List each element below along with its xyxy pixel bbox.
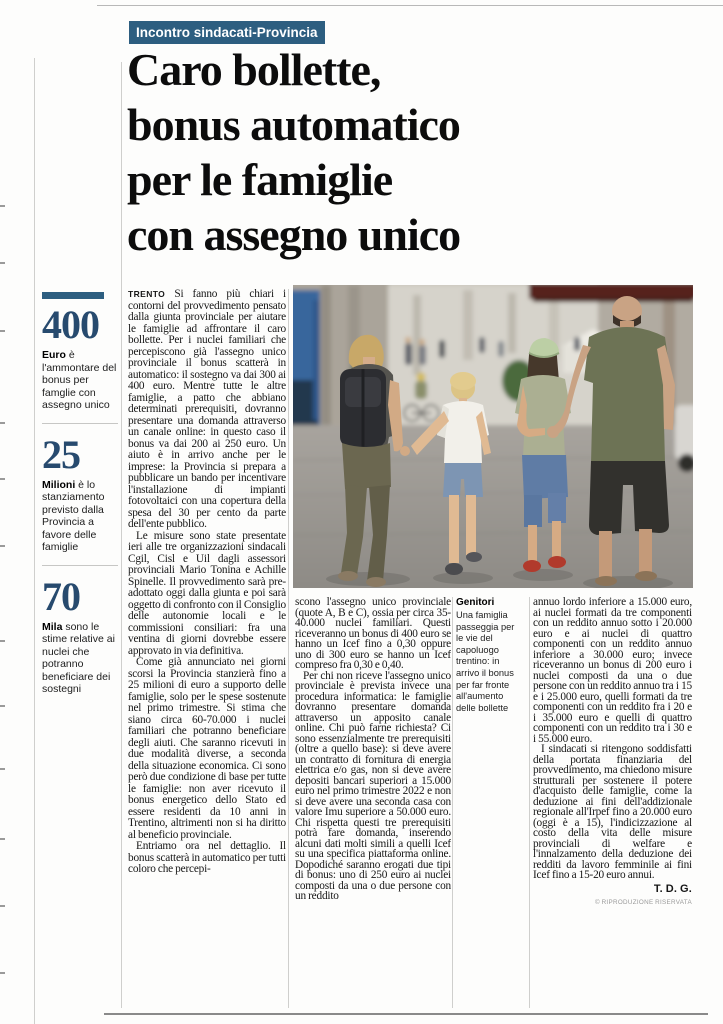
paragraph [128, 289, 286, 531]
headline-line: bonus automatico [127, 99, 460, 150]
paragraph-text: Si fanno più chiari i contorni del provvedimento pensato dalla giunta provinciale per aiutare le famiglie ad affrontare il caro bollette. Per i nuclei familiari che percepiscono già l'assegno unico provinciale il bonus scatterà in automatico: il sostegno va dai 300 ai 400 euro. Mentre tutte le altre famiglie, a patto che abbiano determinati prerequisiti, dovranno presentare una domanda attraverso un canale online: in questo caso il bonus va dai 200 ai 250 euro. Un aiuto è in arrivo anche per le imprese: la Provincia si prepara a pubblicare un bando per incentivare l'installazione di impianti fotovoltaici con una copertura della spesa del 30 per cento da parte dell'ente pubblico. [128, 289, 286, 530]
caption-label: Genitori [456, 597, 495, 608]
kicker-badge: Incontro sindacati-Provincia [129, 21, 325, 44]
stat-value: 400 [42, 302, 99, 347]
caption-text: Una famiglia passeggia per le vie del capoluogo trentino: in arrivo il bonus per far fronte all'aumento delle bollette [456, 610, 515, 713]
stat-term: Milioni [42, 478, 76, 491]
column-divider-2 [452, 597, 453, 1008]
stat-description [42, 349, 122, 412]
stats-sidebar [42, 292, 122, 696]
paragraph: I sindacati si ritengono soddisfatti della portata finanziaria del provvedimento, ma chiedono misure strutturali per sostenere il potere d'acquisto delle famiglie, come la deduzione ai fini dell'addizionale regionale all'Irpef fino a 20.000 euro (oggi è a 15), l'indicizzazione al costo della vita delle misure provinciali di welfare e l'innalzamento della deduzione dei redditi da lavoro femminile ai fini Icef fino a 15-20 euro annui. [533, 743, 692, 881]
stat-divider [42, 565, 118, 566]
paragraph: scono l'assegno unico provinciale (quote A, B e C), ossia per circa 35-40.000 nuclei familiari. Questi riceveranno un bonus di 400 euro se hanno un Icef fino a 0,30 oppure uno di 300 euro se hanno un Icef compreso fra 0,30 e 0,40. [295, 597, 451, 671]
stat-value: 70 [42, 573, 80, 619]
stat-term: Euro [42, 349, 66, 361]
stat-text: è l'ammontare del bonus per famglie con assegno unico [42, 349, 117, 411]
stat-term: Mila [42, 620, 63, 633]
copyright-notice: © RIPRODUZIONE RISERVATA [595, 899, 692, 906]
column-divider-3 [529, 597, 530, 1008]
stat-block [42, 292, 122, 412]
paragraph: Entriamo ora nel dettaglio. Il bonus scatterà in automatico per tutti coloro che percepi- [128, 840, 286, 875]
article-column-3 [533, 597, 692, 1015]
article-column-1 [128, 289, 286, 1008]
stat-accent-bar [42, 292, 104, 299]
headline-line: con assegno unico [127, 209, 461, 260]
stat-text: è lo stanziamento previsto dalla Provincia a favore delle famiglie [42, 478, 105, 553]
top-rule [97, 5, 723, 6]
headline [127, 42, 460, 262]
article-column-2 [295, 597, 451, 1009]
dateline: TRENTO [128, 289, 166, 299]
headline-line: Caro bollette, [127, 44, 381, 95]
family-street-photo [293, 285, 693, 588]
stat-block [42, 431, 122, 554]
stat-divider [42, 423, 118, 424]
byline: T. D. G. [653, 882, 692, 895]
paragraph: Come già annunciato nei giorni scorsi la Provincia stanzierà fino a 25 milioni di euro a supporto delle famiglie, solo per le spese sostenute nel primo trimestre. Si stima che siano circa 60-70.000 i nuclei familiari che potranno beneficiare degli aiuti. Che saranno ricevuti in due modalità diverse, a seconda della situazione economica. Ci sono però due condizione di base per tutte le famiglie: non aver ricevuto il bonus energetico dello Stato ed essere residenti da 10 anni in Trentino, altrimenti non si ha diritto al beneficio provinciale. [128, 656, 286, 841]
stat-block [42, 573, 122, 696]
paragraph: annuo lordo inferiore a 15.000 euro, ai nuclei formati da tre componenti con un reddito annuo sotto i 20.000 euro e ai nuclei di quattro componenti con un reddito annuo inferiore a 30.000 euro; invece riceveranno un bonus di 200 euro i nuclei composti da una o due persone con un reddito annuo tra i 15 e i 25.000 euro, quelli formati da tre componenti con un reddito fra i 20 e i 35.000 euro e quelli di quattro componenti con un reddito tra i 30 e i 55.000 euro. [533, 597, 692, 745]
page-edge-line [34, 58, 35, 1024]
stat-description [42, 479, 122, 554]
photo-caption [456, 597, 524, 714]
stat-value: 25 [42, 431, 80, 477]
stat-description [42, 621, 122, 696]
headline-line: per le famiglie [127, 154, 393, 205]
paragraph: Le misure sono state presentate ieri alle tre organizzazioni sindacali Cgil, Cisl e Uil dagli assessori provinciali Mario Tonina e Achille Spinelle. Il provvedimento sarà pre-adottato oggi dalla giunta e poi sarà oggetto di confronto con il Consiglio delle autonomie locali e le commissioni consiliari: fra una ventina di giorni dovrebbe essere approvato in via definitiva. [128, 529, 286, 657]
stat-text: sono le stime relative ai nuclei che potranno beneficiare dei sostegni [42, 620, 115, 695]
column-divider-1 [288, 289, 289, 1008]
paragraph: Per chi non riceve l'assegno unico provinciale è prevista invece una procedura informatica: le famiglie dovranno presentare domanda attraverso un apposito canale online. Chi può farne richiesta? Ci sono essenzialmente tre prerequisiti (oltre a quello base): si deve avere un contratto di fornitura di energia elettrica e/o gas, non si deve avere depositi bancari superiori a 15.000 euro nel primo trimestre 2022 e non si deve avere una seconda casa con valore Imu superiore a 50.000 euro. Chi rispetta questi tre prerequisiti potrà fare domanda, inserendo alcuni dati molti simili a quelli Icef su una specifica piattaforma online. Dopodiché saranno erogati due tipi di bonus: uno di 250 euro ai nuclei composti da una o due persone con un reddito [295, 669, 451, 902]
